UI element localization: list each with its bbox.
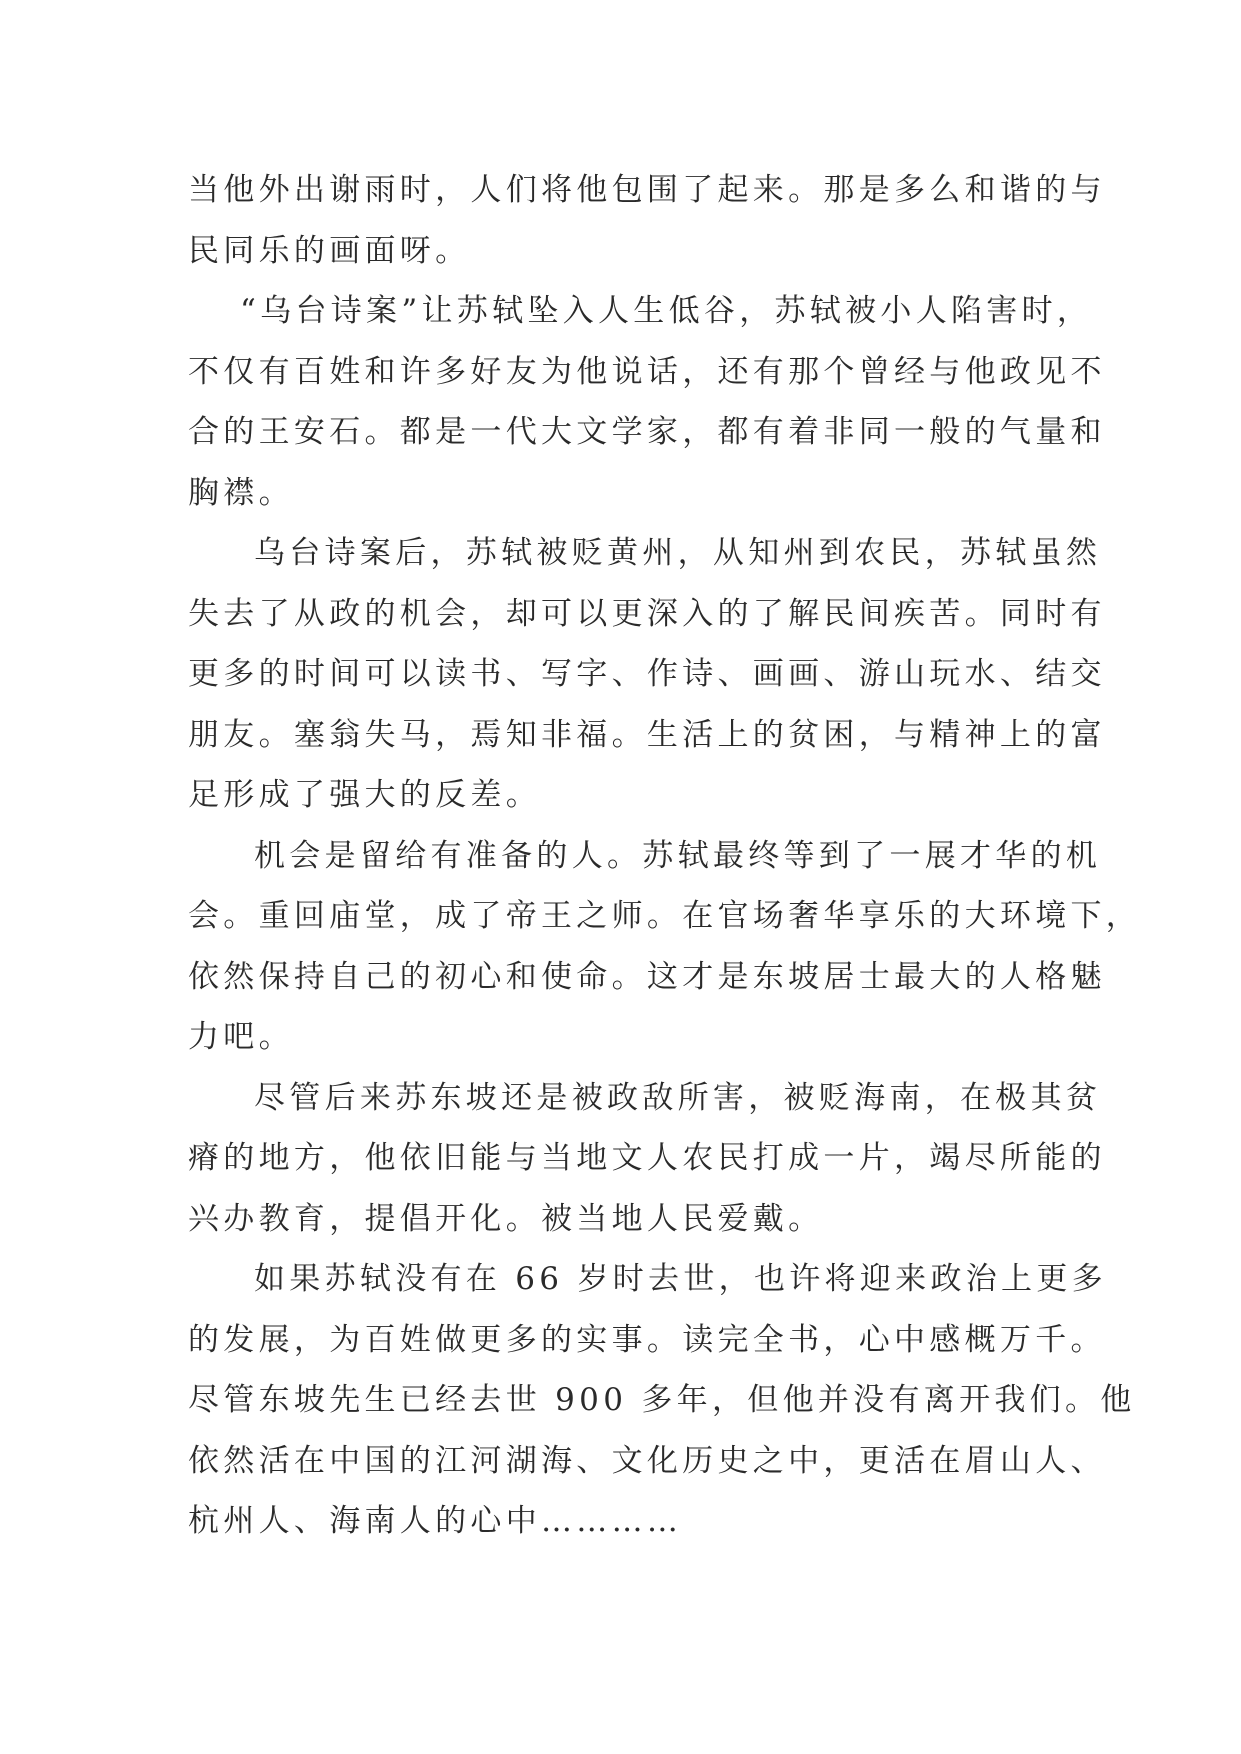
paragraph-4 [188,826,1142,1068]
text-line: 失去了从政的机会，却可以更深入的了解民间疾苦。同时有 [188,595,1106,632]
text-line: 依然保持自己的初心和使命。这才是东坡居士最大的人格魅 [188,958,1106,995]
text-line: 尽管东坡先生已经去世 900 多年，但他并没有离开我们。他 [188,1382,1136,1418]
text-line: 瘠的地方，他依旧能与当地文人农民打成一片，竭尽所能的 [188,1140,1106,1176]
text-line: 更多的时间可以读书、写字、作诗、画画、游山玩水、结交 [188,656,1106,692]
text-line: 杭州人、海南人的心中………… [188,1503,683,1539]
text-line: 朋友。塞翁失马，焉知非福。生活上的贫困，与精神上的富 [188,716,1106,753]
text-line: 不仅有百姓和许多好友为他说话，还有那个曾经与他政见不 [188,353,1106,390]
text-line: 的发展，为百姓做更多的实事。读完全书，心中感概万千。 [188,1321,1106,1358]
paragraph-5 [188,1068,1106,1250]
paragraph-3 [188,523,1106,826]
text-line: “乌台诗案”让苏轼坠入人生低谷，苏轼被小人陷害时， [240,293,1093,329]
text-line: 胸襟。 [188,474,294,511]
text-line: 当他外出谢雨时，人们将他包围了起来。那是多么和谐的与 [188,172,1106,208]
text-line: 兴办教育，提倡开化。被当地人民爱戴。 [188,1200,824,1237]
text-line: 如果苏轼没有在 66 岁时去世，也许将迎来政治上更多 [254,1261,1107,1297]
text-line: 乌台诗案后，苏轼被贬黄州，从知州到农民，苏轼虽然 [254,535,1102,571]
document-page [188,160,1142,1552]
text-line: 足形成了强大的反差。 [188,777,541,813]
text-line: 合的王安石。都是一代大文学家，都有着非同一般的气量和 [188,414,1106,450]
paragraph-1 [188,160,1106,281]
text-line: 会。重回庙堂，成了帝王之师。在官场奢华享乐的大环境下， [188,898,1142,934]
text-line: 民同乐的画面呀。 [188,232,471,269]
text-line: 依然活在中国的江河湖海、文化历史之中，更活在眉山人、 [188,1442,1106,1479]
text-line: 尽管后来苏东坡还是被政敌所害，被贬海南，在极其贫 [254,1079,1102,1116]
text-line: 力吧。 [188,1019,294,1055]
paragraph-6 [188,1249,1136,1552]
text-line: 机会是留给有准备的人。苏轼最终等到了一展才华的机 [254,837,1102,874]
paragraph-2 [188,281,1106,523]
